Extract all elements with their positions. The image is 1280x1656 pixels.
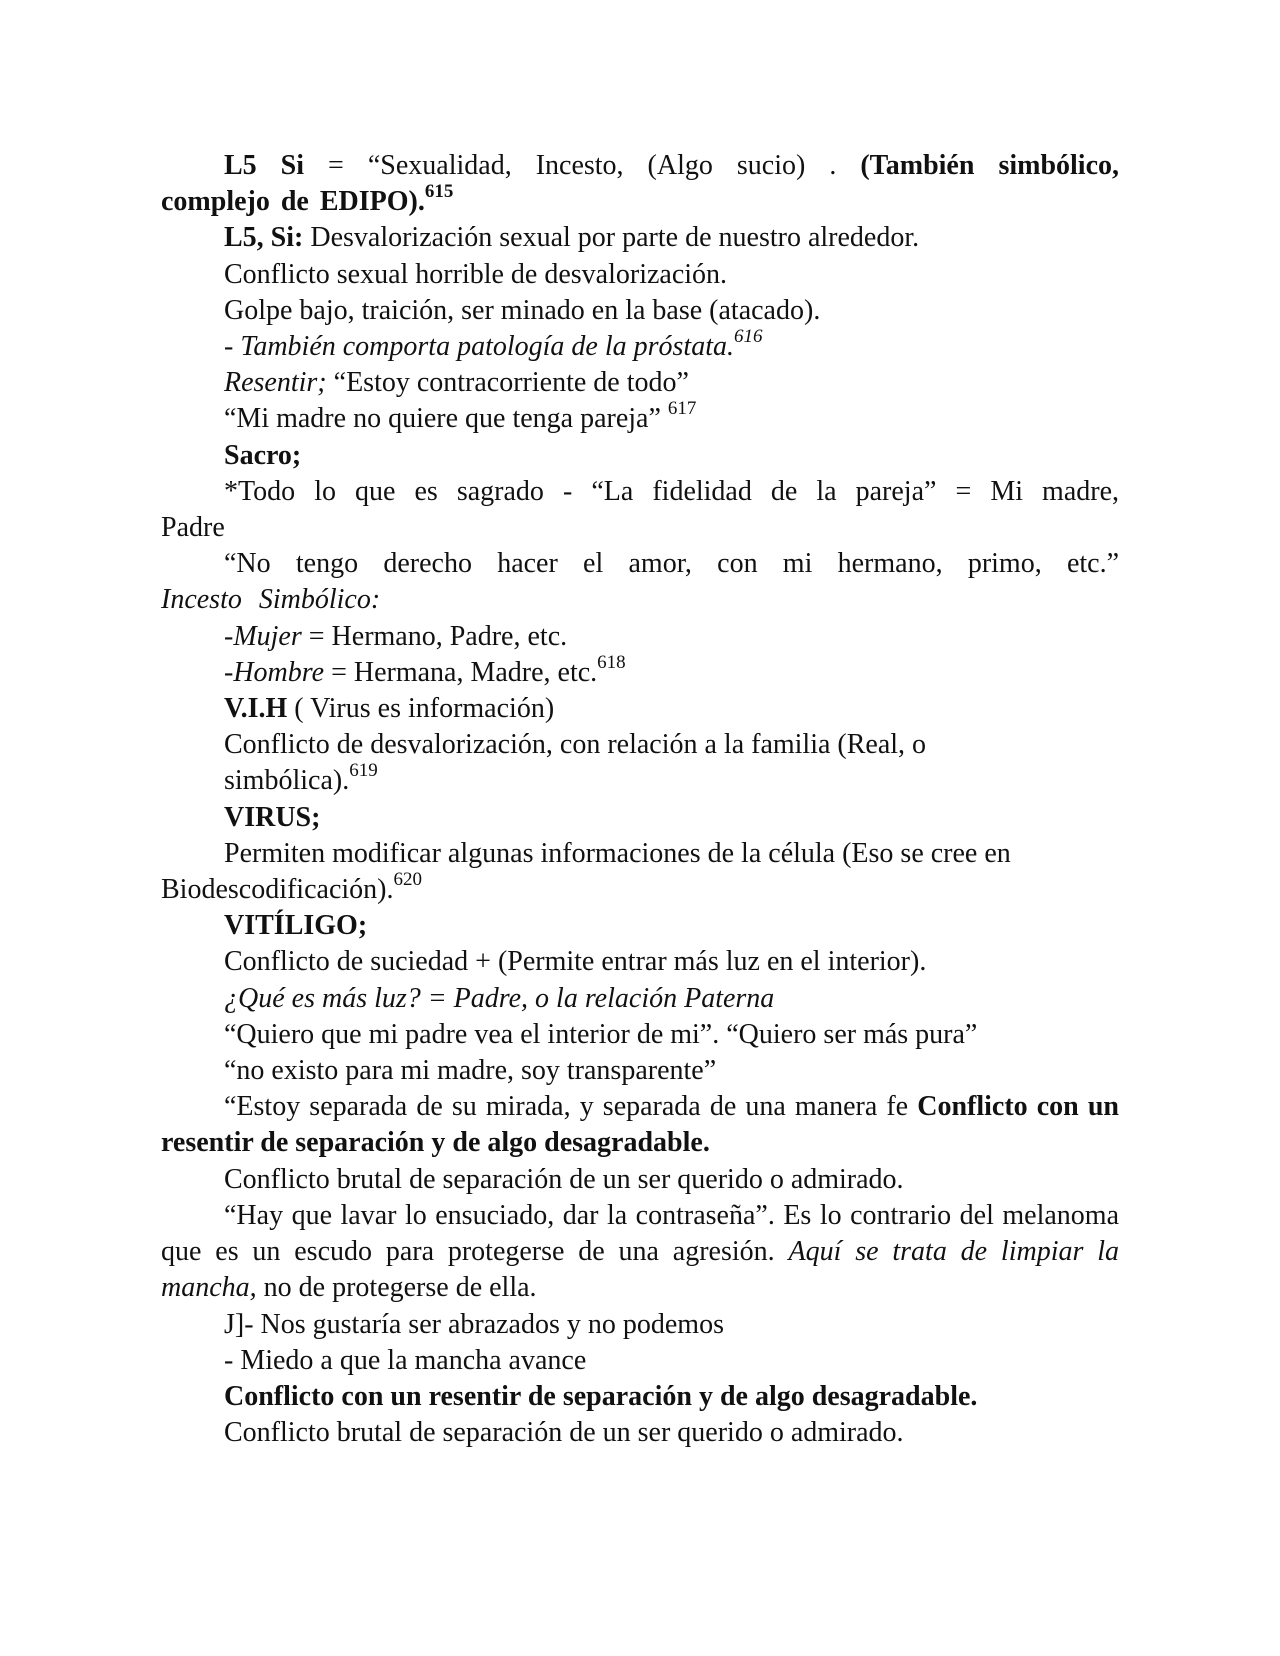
paragraph-todo-sagrado: *Todo lo que es sagrado - “La fidelidad de la pareja” = Mi madre, Padre <box>161 475 1119 544</box>
paragraph-conflicto-resentir-bold: Conflicto con un resentir de separación y de algo desagradable. <box>224 1380 978 1412</box>
text-hermana-madre: = Hermana, Madre, etc. <box>324 656 598 688</box>
paragraph-conflicto-sexual: Conflicto sexual horrible de desvalorización. <box>224 258 728 290</box>
paragraph-l5-si-desvalorizacion <box>161 220 1119 256</box>
text-hay-que-lavar: “Hay que lavar lo ensuciado, dar la contraseña”. Es lo contrario del melanoma que es un escudo para protegerse de una agresión. <box>161 1199 1119 1268</box>
paragraph-conflicto-brutal: Conflicto brutal de separación de un ser querido o admirado. <box>224 1163 904 1195</box>
text-hermano-padre: = Hermano, Padre, etc. <box>301 620 568 652</box>
document-page <box>161 148 1119 1451</box>
bold-label-vih: V.I.H <box>224 693 288 725</box>
text-no-protegerse: no de protegerse de ella. <box>256 1272 537 1304</box>
text-dash: - <box>224 620 234 652</box>
italic-text-prostata: - También comporta patología de la próstata. <box>224 331 734 363</box>
bold-text-conflicto-resentir: Conflicto con un resentir de separación y de algo desagradable. <box>161 1091 1119 1159</box>
italic-label-mujer: Mujer <box>233 620 302 652</box>
paragraph-conflicto-brutal-final: Conflicto brutal de separación de un ser querido o admirado. <box>224 1417 904 1449</box>
text-estoy-separada: “Estoy separada de su mirada, y separada de una manera fe <box>224 1091 918 1123</box>
text-conflicto-familia: Conflicto de desvalorización, con relación a la familia (Real, o simbólica). <box>224 729 927 797</box>
text-sexualidad: = “Sexualidad, Incesto, (Algo sucio) . <box>304 150 861 181</box>
paragraph-golpe-bajo: Golpe bajo, traición, ser minado en la base (atacado). <box>224 294 821 326</box>
footnote-ref-617: 617 <box>667 398 697 420</box>
heading-sacro: Sacro; <box>224 439 302 471</box>
bold-text-simbolico-edipo: (También simbólico, complejo de EDIPO). <box>161 150 1119 218</box>
italic-label-resentir: Resentir; <box>224 367 327 399</box>
paragraph-mi-madre <box>161 398 1119 437</box>
heading-virus: VIRUS; <box>224 801 321 833</box>
text-virus-informacion: ( Virus es información) <box>287 693 555 725</box>
heading-vitiligo: VITÍLIGO; <box>224 910 368 942</box>
text-contracorriente: “Estoy contracorriente de todo” <box>326 367 689 399</box>
footnote-ref-615: 615 <box>424 181 454 203</box>
paragraph-mujer <box>161 619 1119 655</box>
paragraph-no-tengo-derecho <box>161 546 1119 618</box>
paragraph-vih <box>161 691 1119 727</box>
paragraph-abrazados: J]- Nos gustaría ser abrazados y no podemos <box>224 1308 724 1340</box>
paragraph-miedo-mancha: - Miedo a que la mancha avance <box>224 1344 587 1376</box>
italic-label-incesto-simbolico: Incesto Simbólico: <box>161 584 381 616</box>
paragraph-resentir <box>161 365 1119 401</box>
paragraph-permiten-modificar <box>161 836 1119 908</box>
paragraph-hay-que-lavar <box>161 1198 1119 1307</box>
text-dash: - <box>224 656 234 688</box>
paragraph-prostata <box>161 326 1119 365</box>
paragraph-hombre <box>161 651 1119 691</box>
paragraph-estoy-separada <box>161 1089 1119 1161</box>
text-no-tengo-derecho: “No tengo derecho hacer el amor, con mi hermano, primo, etc.” <box>224 548 1119 580</box>
italic-label-hombre: Hombre <box>233 656 325 688</box>
text-mi-madre: “Mi madre no quiere que tenga pareja” <box>224 403 668 435</box>
paragraph-quiero-padre: “Quiero que mi padre vea el interior de mi”. “Quiero ser más pura” <box>224 1018 978 1050</box>
footnote-ref-618: 618 <box>597 651 626 673</box>
text-permiten-modificar: Permiten modificar algunas informaciones de la célula (Eso se cree en Biodescodificación). <box>161 837 1011 906</box>
footnote-ref-620: 620 <box>393 869 422 891</box>
bold-label-l5-si-colon: L5, Si: <box>224 222 304 254</box>
footnote-ref-619: 619 <box>349 760 378 782</box>
bold-label-l5-si: L5 Si <box>224 150 305 181</box>
footnote-ref-616: 616 <box>733 326 763 348</box>
text-desvalorizacion-sexual: Desvalorización sexual por parte de nuestro alrededor. <box>303 222 920 254</box>
paragraph-mas-luz: ¿Qué es más luz? = Padre, o la relación Paterna <box>224 982 775 1014</box>
paragraph-conflicto-suciedad: Conflicto de suciedad + (Permite entrar más luz en el interior). <box>224 946 927 978</box>
paragraph-no-existo: “no existo para mi madre, soy transparente” <box>224 1055 717 1087</box>
italic-text-limpiar-mancha: Aquí se trata de limpiar la mancha, <box>161 1236 1119 1304</box>
paragraph-l5-si-heading <box>161 148 1119 220</box>
paragraph-conflicto-familia <box>161 727 1119 799</box>
